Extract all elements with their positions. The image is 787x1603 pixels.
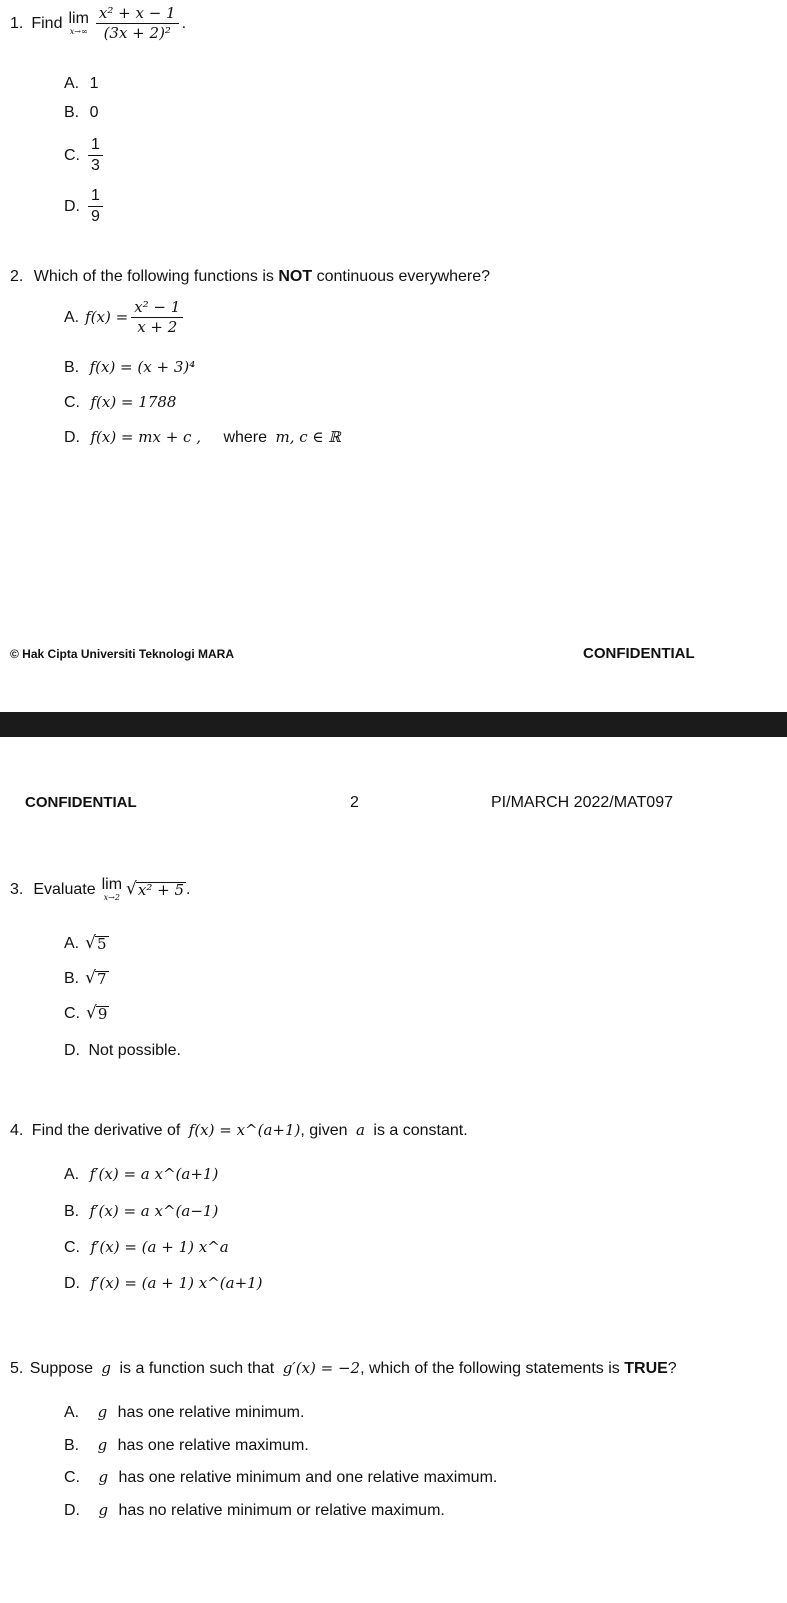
limit-subscript: x→2 — [103, 893, 120, 902]
question-2-prompt-end: continuous everywhere? — [316, 268, 491, 285]
question-4-function: f(x) = x^(a+1) — [188, 1121, 301, 1139]
q1-option-d[interactable] — [64, 188, 106, 225]
fraction-numerator: x² + x − 1 — [96, 6, 179, 24]
option-text: 1 — [89, 75, 99, 92]
option-where: where — [223, 429, 268, 446]
option-variable: g — [98, 1468, 109, 1486]
option-text: has one relative minimum and one relative maximum. — [118, 1469, 498, 1486]
option-letter: D. — [64, 197, 80, 215]
q3-option-d[interactable] — [64, 1043, 181, 1059]
option-letter: A. — [64, 308, 80, 326]
option-letter: C. — [64, 1469, 80, 1486]
option-letter: D. — [64, 1042, 80, 1059]
option-text: f(x) = 1788 — [90, 393, 177, 411]
emphasis-true: TRUE — [624, 1360, 668, 1377]
option-text: f′(x) = a x^(a+1) — [89, 1165, 219, 1183]
option-condition: m, c ∈ ℝ — [275, 428, 341, 446]
option-letter: A. — [64, 1404, 80, 1421]
limit-subscript: x→∞ — [69, 27, 88, 36]
q4-option-d[interactable] — [64, 1276, 263, 1292]
question-4-variable: a — [355, 1121, 365, 1139]
fraction-denominator: 3 — [91, 157, 100, 174]
option-text: 0 — [89, 104, 99, 121]
option-letter: B. — [64, 104, 80, 121]
emphasis-not: NOT — [278, 268, 313, 285]
option-letter: B. — [64, 359, 80, 376]
page-break-bar — [0, 712, 787, 737]
header-confidential: CONFIDENTIAL — [25, 794, 137, 811]
option-letter: B. — [64, 969, 80, 987]
question-4-given: , given — [300, 1122, 348, 1139]
question-5-prompt-mid: is a function such that — [119, 1360, 275, 1377]
option-fraction — [88, 188, 103, 225]
q1-option-a[interactable] — [64, 76, 98, 92]
q3-option-c[interactable] — [64, 1005, 109, 1022]
question-3-number: 3. — [10, 880, 24, 898]
option-letter: B. — [64, 1437, 80, 1454]
radicand: 5 — [96, 935, 107, 953]
question-5-condition: g′(x) = −2 — [282, 1359, 361, 1377]
radical-sign: √ — [86, 1003, 97, 1023]
question-1-prompt: Find — [31, 14, 63, 32]
page-number: 2 — [350, 794, 359, 811]
fraction-denominator: 9 — [91, 208, 100, 225]
option-letter: C. — [64, 1239, 80, 1256]
question-1-period: . — [181, 14, 187, 32]
q4-option-c[interactable] — [64, 1240, 229, 1256]
q3-option-b[interactable] — [64, 970, 109, 987]
limit-expression — [102, 877, 122, 902]
option-text: has one relative minimum. — [117, 1404, 305, 1421]
square-root — [85, 970, 108, 987]
option-letter: A. — [64, 1166, 80, 1183]
question-1-fraction — [96, 6, 179, 41]
fraction-numerator: 1 — [88, 137, 103, 156]
option-text: Not possible. — [88, 1042, 181, 1059]
question-1 — [10, 6, 186, 41]
fraction-denominator: (3x + 2)² — [103, 24, 171, 42]
square-root — [126, 881, 186, 898]
option-text: f′(x) = (a + 1) x^a — [90, 1238, 229, 1256]
option-letter: A. — [64, 75, 80, 92]
q4-option-b[interactable] — [64, 1204, 218, 1220]
limit-expression — [68, 11, 88, 36]
option-variable: g — [98, 1501, 109, 1519]
option-text: f(x) = (x + 3)⁴ — [89, 358, 196, 376]
question-5-prompt-post: , which of the following statements is — [360, 1360, 620, 1377]
square-root — [86, 1005, 109, 1022]
radical-sign: √ — [85, 968, 96, 988]
fraction-denominator: x + 2 — [137, 318, 178, 336]
question-2 — [10, 269, 490, 285]
option-letter: B. — [64, 1203, 80, 1220]
radicand: 7 — [96, 970, 107, 988]
question-3 — [10, 877, 190, 902]
radical-sign: √ — [85, 933, 96, 953]
question-5-variable: g — [101, 1359, 112, 1377]
question-5-mark: ? — [667, 1360, 677, 1377]
square-root — [85, 935, 108, 952]
fraction-numerator: 1 — [88, 188, 103, 207]
option-letter: A. — [64, 934, 80, 952]
option-letter: D. — [64, 429, 80, 446]
question-4-number: 4. — [10, 1122, 24, 1139]
option-variable: g — [97, 1436, 108, 1454]
q2-option-b[interactable] — [64, 360, 195, 376]
radicand: x² + 5 — [137, 881, 185, 899]
option-letter: D. — [64, 1275, 80, 1292]
limit-word: lim — [101, 876, 123, 893]
question-4-prompt-end: is a constant. — [373, 1122, 468, 1139]
q1-option-c[interactable] — [64, 137, 106, 174]
q2-option-c[interactable] — [64, 395, 176, 411]
exam-code: PI/MARCH 2022/MAT097 — [491, 794, 673, 811]
option-text: f(x) = mx + c , — [90, 428, 201, 446]
option-letter: C. — [64, 1004, 80, 1022]
radical-sign: √ — [126, 879, 137, 899]
q5-option-b[interactable] — [64, 1438, 309, 1454]
question-1-number: 1. — [10, 14, 24, 32]
question-5-number: 5. — [10, 1360, 24, 1377]
q2-option-d[interactable] — [64, 430, 341, 446]
option-text: f′(x) = (a + 1) x^(a+1) — [90, 1274, 263, 1292]
q2-option-a[interactable] — [64, 300, 186, 335]
question-5 — [10, 1361, 677, 1377]
function-lhs: f(x) = — [85, 308, 129, 326]
footer-confidential: CONFIDENTIAL — [583, 645, 695, 662]
option-fraction — [88, 137, 103, 174]
q5-option-c[interactable] — [64, 1470, 497, 1486]
q4-option-a[interactable] — [64, 1167, 218, 1183]
question-3-prompt: Evaluate — [33, 880, 96, 898]
q3-option-a[interactable] — [64, 935, 109, 952]
question-4-prompt: Find the derivative of — [31, 1122, 181, 1139]
fraction-numerator: x² − 1 — [131, 300, 183, 318]
question-4 — [10, 1123, 468, 1139]
q1-option-b[interactable] — [64, 105, 98, 121]
question-3-period: . — [186, 880, 191, 898]
radicand: 9 — [97, 1005, 108, 1023]
option-letter: C. — [64, 394, 80, 411]
option-variable: g — [97, 1403, 108, 1421]
option-fraction — [131, 300, 183, 335]
option-text: has no relative minimum or relative maximum. — [118, 1502, 445, 1519]
option-text: f′(x) = a x^(a−1) — [89, 1202, 219, 1220]
question-5-prompt: Suppose — [29, 1360, 93, 1377]
limit-word: lim — [68, 10, 89, 27]
copyright-footer: © Hak Cipta Universiti Teknologi MARA — [10, 647, 234, 661]
q5-option-a[interactable] — [64, 1405, 304, 1421]
option-letter: C. — [64, 146, 80, 164]
question-2-number: 2. — [10, 268, 24, 285]
q5-option-d[interactable] — [64, 1503, 445, 1519]
option-text: has one relative maximum. — [117, 1437, 309, 1454]
question-2-prompt: Which of the following functions is — [33, 268, 274, 285]
option-letter: D. — [64, 1502, 80, 1519]
